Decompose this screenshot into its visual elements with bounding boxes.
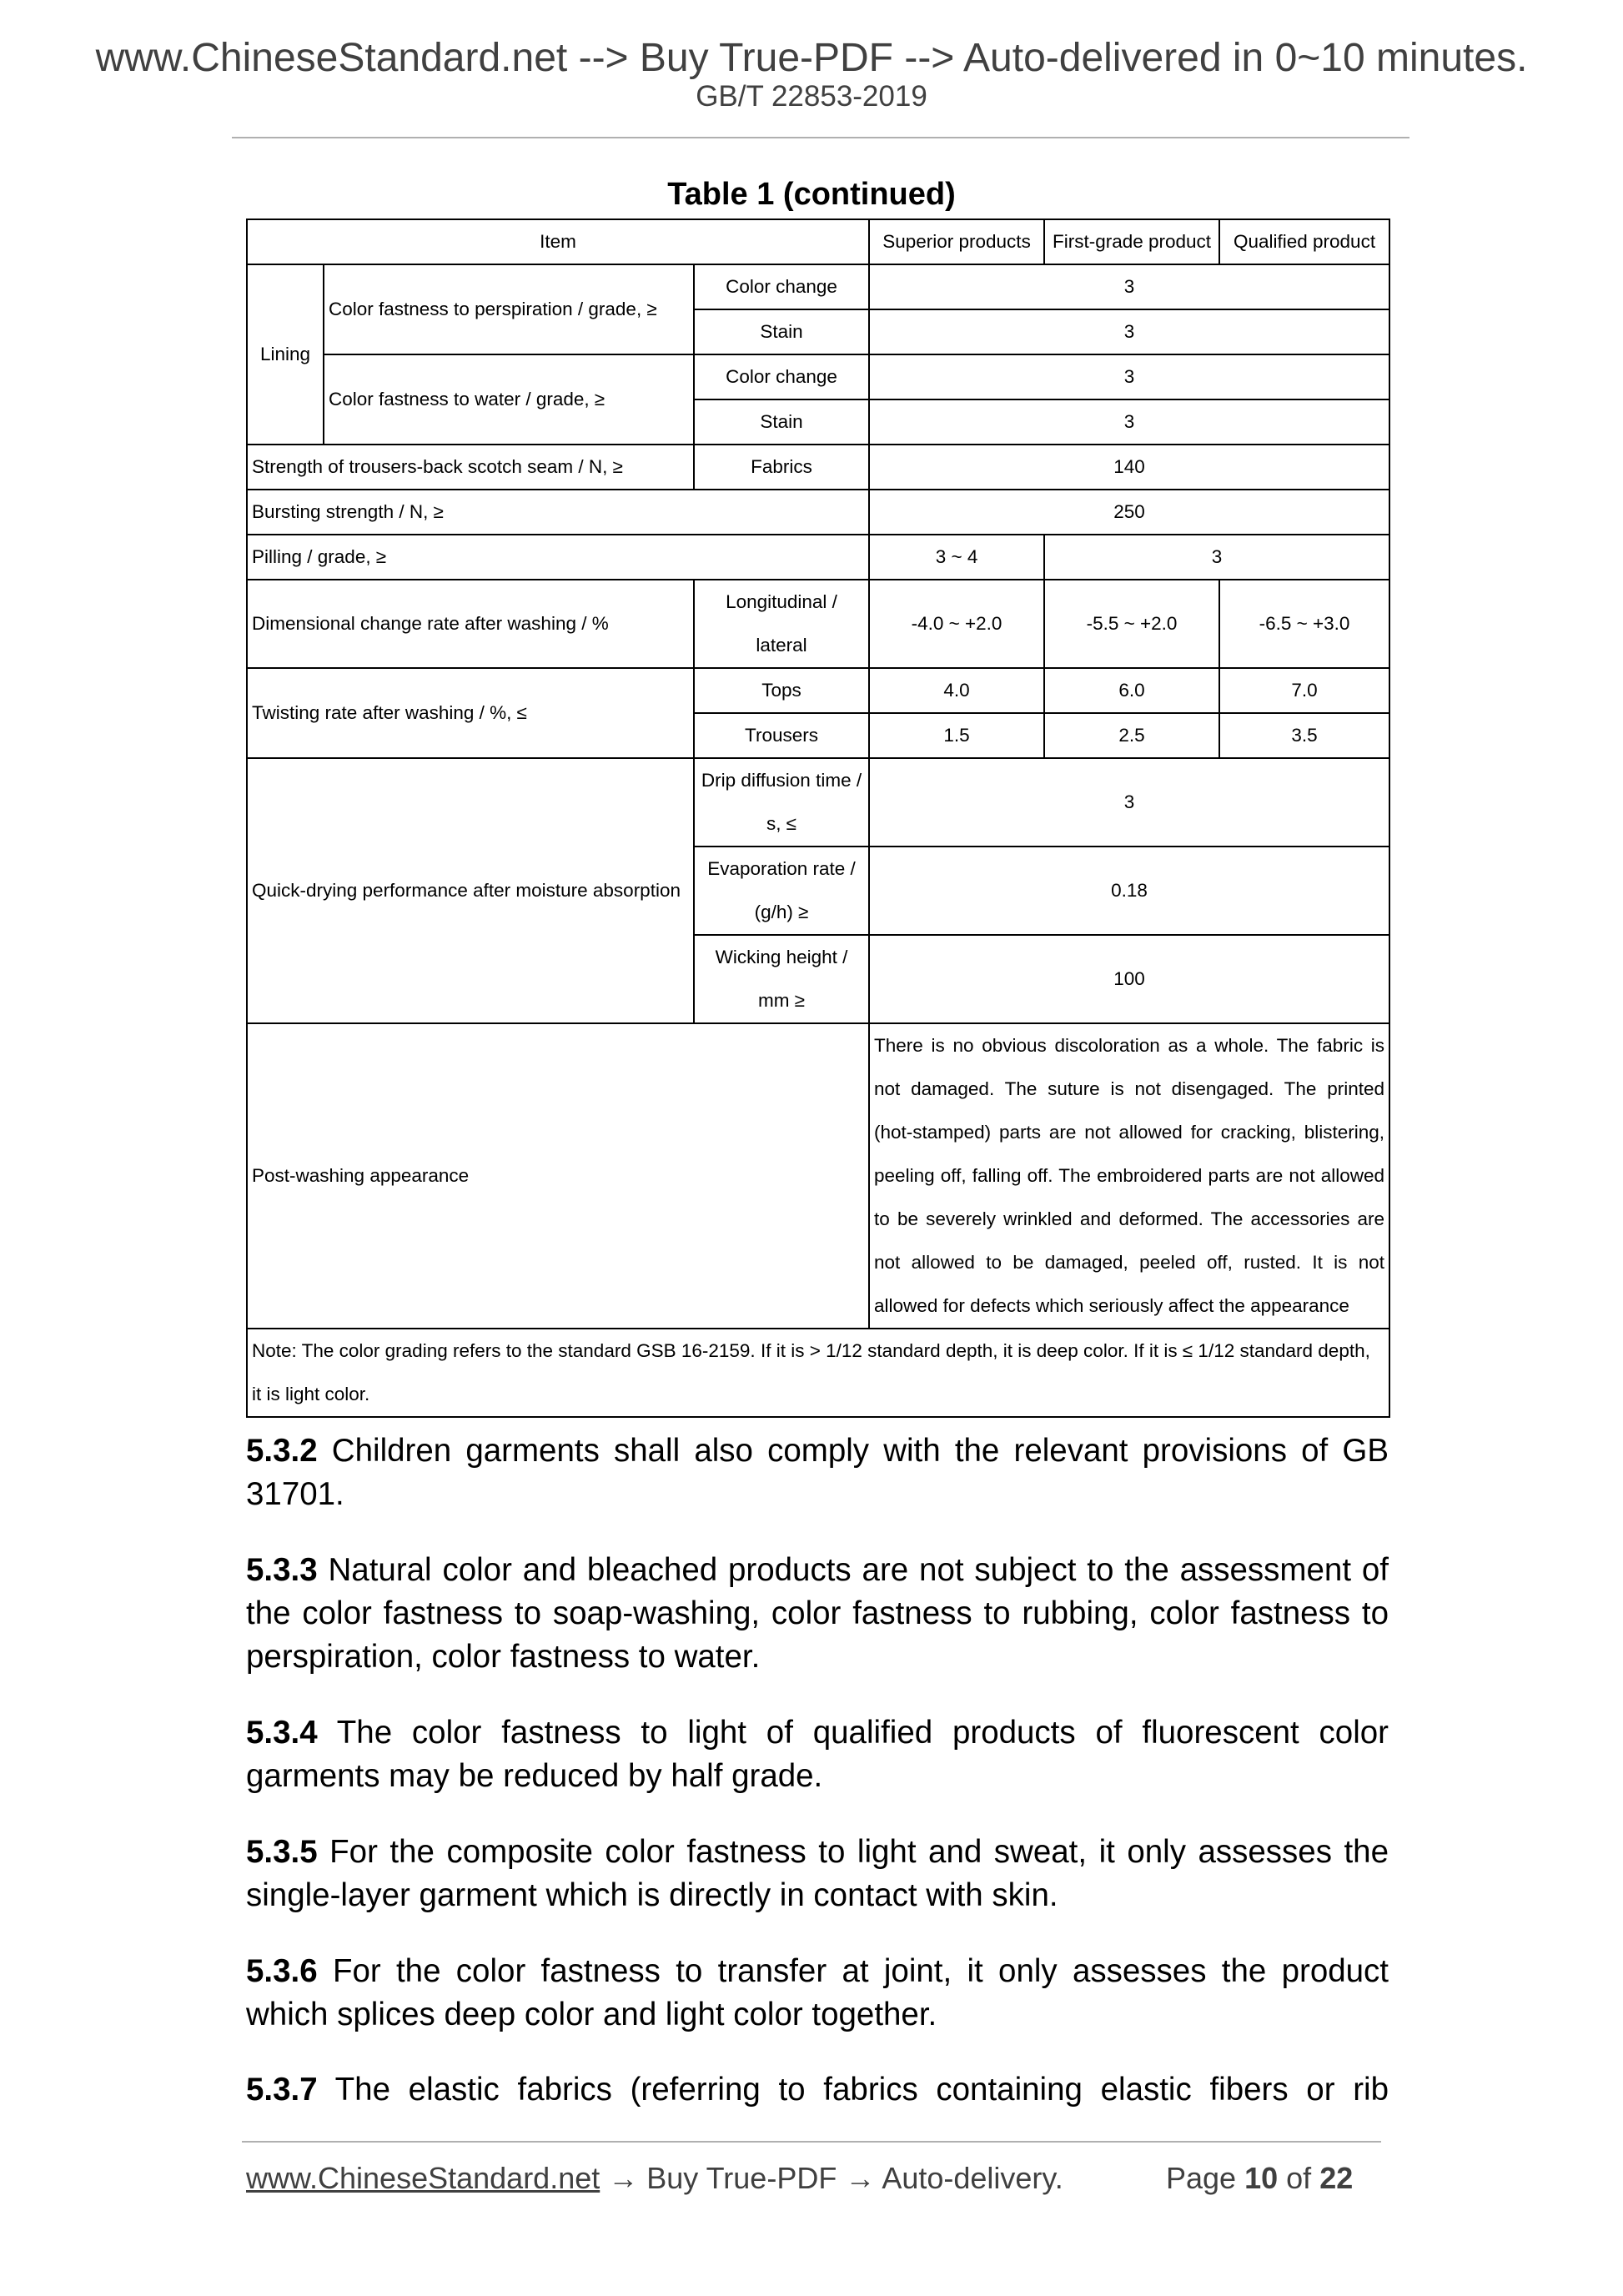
- clause-text: Children garments shall also comply with the relevant provisions of GB 31701.: [246, 1433, 1389, 1512]
- footer-site-link[interactable]: www.ChineseStandard.net: [246, 2161, 600, 2195]
- fabrics-label: Fabrics: [694, 445, 869, 490]
- value-cell: 0.18: [869, 847, 1389, 935]
- table-note: Note: The color grading refers to the standard GSB 16-2159. If it is > 1/12 standard depth, it is deep color. If it is ≤ 1/12 standard depth, it is light color.: [247, 1329, 1389, 1417]
- paragraph-5-3-6: [246, 1950, 1389, 2037]
- table-note-row: [247, 1329, 1389, 1417]
- sub-line: Longitudinal /: [726, 591, 837, 612]
- clause-number: 5.3.3: [246, 1552, 318, 1588]
- color-change-label: Color change: [694, 354, 869, 399]
- evaporation-rate-label: [694, 847, 869, 935]
- clause-number: 5.3.5: [246, 1834, 318, 1870]
- pilling-label: Pilling / grade, ≥: [247, 535, 869, 580]
- value-cell: 140: [869, 445, 1389, 490]
- longitudinal-lateral-label: [694, 580, 869, 668]
- clause-number: 5.3.7: [246, 2072, 318, 2108]
- value-cell: 4.0: [869, 668, 1044, 713]
- value-cell: 3 ~ 4: [869, 535, 1044, 580]
- trousers-label: Trousers: [694, 713, 869, 758]
- page-word: Page: [1166, 2161, 1237, 2195]
- value-cell: 3.5: [1219, 713, 1389, 758]
- paragraph-5-3-2: [246, 1429, 1389, 1516]
- value-cell: -5.5 ~ +2.0: [1044, 580, 1219, 668]
- table-row: [247, 490, 1389, 535]
- clause-number: 5.3.4: [246, 1715, 318, 1751]
- header-divider: [232, 137, 1409, 138]
- value-cell: 7.0: [1219, 668, 1389, 713]
- header-banner: www.ChineseStandard.net --> Buy True-PDF --> Auto-delivered in 0~10 minutes.: [95, 36, 1528, 80]
- header-qualified: Qualified product: [1219, 219, 1389, 264]
- value-cell: 3: [869, 399, 1389, 445]
- sub-line: Wicking height /: [715, 947, 848, 967]
- sub-line: Evaporation rate /: [707, 858, 856, 879]
- table-row: [247, 758, 1389, 847]
- value-cell: 250: [869, 490, 1389, 535]
- table-row: [247, 354, 1389, 399]
- table-row: [247, 580, 1389, 668]
- paragraph-5-3-7: [246, 2068, 1389, 2112]
- header-item: Item: [247, 219, 869, 264]
- standard-number: GB/T 22853-2019: [696, 80, 927, 113]
- value-cell: 2.5: [1044, 713, 1219, 758]
- table-row: [247, 535, 1389, 580]
- sub-line: s, ≤: [766, 813, 797, 834]
- wicking-height-label: [694, 935, 869, 1023]
- value-cell: 3: [869, 264, 1389, 309]
- sub-line: Drip diffusion time /: [701, 770, 862, 791]
- clause-text: The elastic fabrics (referring to fabrics containing elastic fibers or rib: [317, 2072, 1389, 2108]
- table-row: [247, 1023, 1389, 1329]
- value-cell: 3: [1044, 535, 1389, 580]
- drip-diffusion-label: [694, 758, 869, 847]
- table-row: [247, 445, 1389, 490]
- value-cell: 3: [869, 758, 1389, 847]
- color-change-label: Color change: [694, 264, 869, 309]
- value-cell: -6.5 ~ +3.0: [1219, 580, 1389, 668]
- of-word: of: [1286, 2161, 1312, 2195]
- value-cell: 3: [869, 309, 1389, 354]
- clause-number: 5.3.2: [246, 1433, 318, 1469]
- paragraph-5-3-4: [246, 1711, 1389, 1798]
- clause-text: For the color fastness to transfer at joint, it only assesses the product which splices deep color and light color together.: [246, 1953, 1389, 2032]
- clause-number: 5.3.6: [246, 1953, 318, 1989]
- perspiration-label: Color fastness to perspiration / grade, ≥: [324, 264, 694, 354]
- clause-text: Natural color and bleached products are not subject to the assessment of the color fastness to soap-washing, color fastness to rubbing, color fastness to perspiration, color fastness to water.: [246, 1552, 1389, 1675]
- table-row: [247, 668, 1389, 713]
- sub-line: lateral: [756, 635, 807, 656]
- post-washing-text: There is no obvious discoloration as a whole. The fabric is not damaged. The suture is not disengaged. The printed (hot-stamped) parts are not allowed for cracking, blistering, peeling off, falling off. The embroidered parts are not allowed to be severely wrinkled and deformed. The accessories are not allowed to be damaged, peeled off, rusted. It is not allowed for defects which seriously affect the appearance: [869, 1023, 1389, 1329]
- stain-label: Stain: [694, 309, 869, 354]
- twisting-label: Twisting rate after washing / %, ≤: [247, 668, 694, 758]
- footer-tagline: → Buy True-PDF → Auto-delivery.: [600, 2161, 1063, 2195]
- table-caption: Table 1 (continued): [667, 177, 956, 212]
- value-cell: -4.0 ~ +2.0: [869, 580, 1044, 668]
- stain-label: Stain: [694, 399, 869, 445]
- header-superior: Superior products: [869, 219, 1044, 264]
- table-row: [247, 264, 1389, 309]
- page-indicator: [1166, 2163, 1353, 2193]
- value-cell: 6.0: [1044, 668, 1219, 713]
- footer-left: [246, 2163, 1063, 2193]
- value-cell: 3: [869, 354, 1389, 399]
- paragraph-5-3-5: [246, 1831, 1389, 1917]
- dimensional-label: Dimensional change rate after washing / %: [247, 580, 694, 668]
- lining-label: Lining: [247, 264, 324, 445]
- post-washing-label: Post-washing appearance: [247, 1023, 869, 1329]
- sub-line: mm ≥: [757, 990, 806, 1011]
- value-cell: 100: [869, 935, 1389, 1023]
- footer-divider: [242, 2141, 1381, 2143]
- water-label: Color fastness to water / grade, ≥: [324, 354, 694, 445]
- spec-table: [246, 219, 1390, 1418]
- page-number: 10: [1244, 2161, 1279, 2195]
- page-total: 22: [1319, 2161, 1354, 2195]
- clause-text: The color fastness to light of qualified products of fluorescent color garments may be reduced by half grade.: [246, 1715, 1389, 1794]
- value-cell: 1.5: [869, 713, 1044, 758]
- table-header-row: [247, 219, 1389, 264]
- clause-text: For the composite color fastness to light and sweat, it only assesses the single-layer garment which is directly in contact with skin.: [246, 1834, 1389, 1913]
- scotch-seam-label: Strength of trousers-back scotch seam / N, ≥: [247, 445, 694, 490]
- quick-drying-label: Quick-drying performance after moisture absorption: [247, 758, 694, 1023]
- paragraph-5-3-3: [246, 1549, 1389, 1679]
- bursting-label: Bursting strength / N, ≥: [247, 490, 869, 535]
- sub-line: (g/h) ≥: [754, 902, 809, 922]
- header-first-grade: First-grade product: [1044, 219, 1219, 264]
- tops-label: Tops: [694, 668, 869, 713]
